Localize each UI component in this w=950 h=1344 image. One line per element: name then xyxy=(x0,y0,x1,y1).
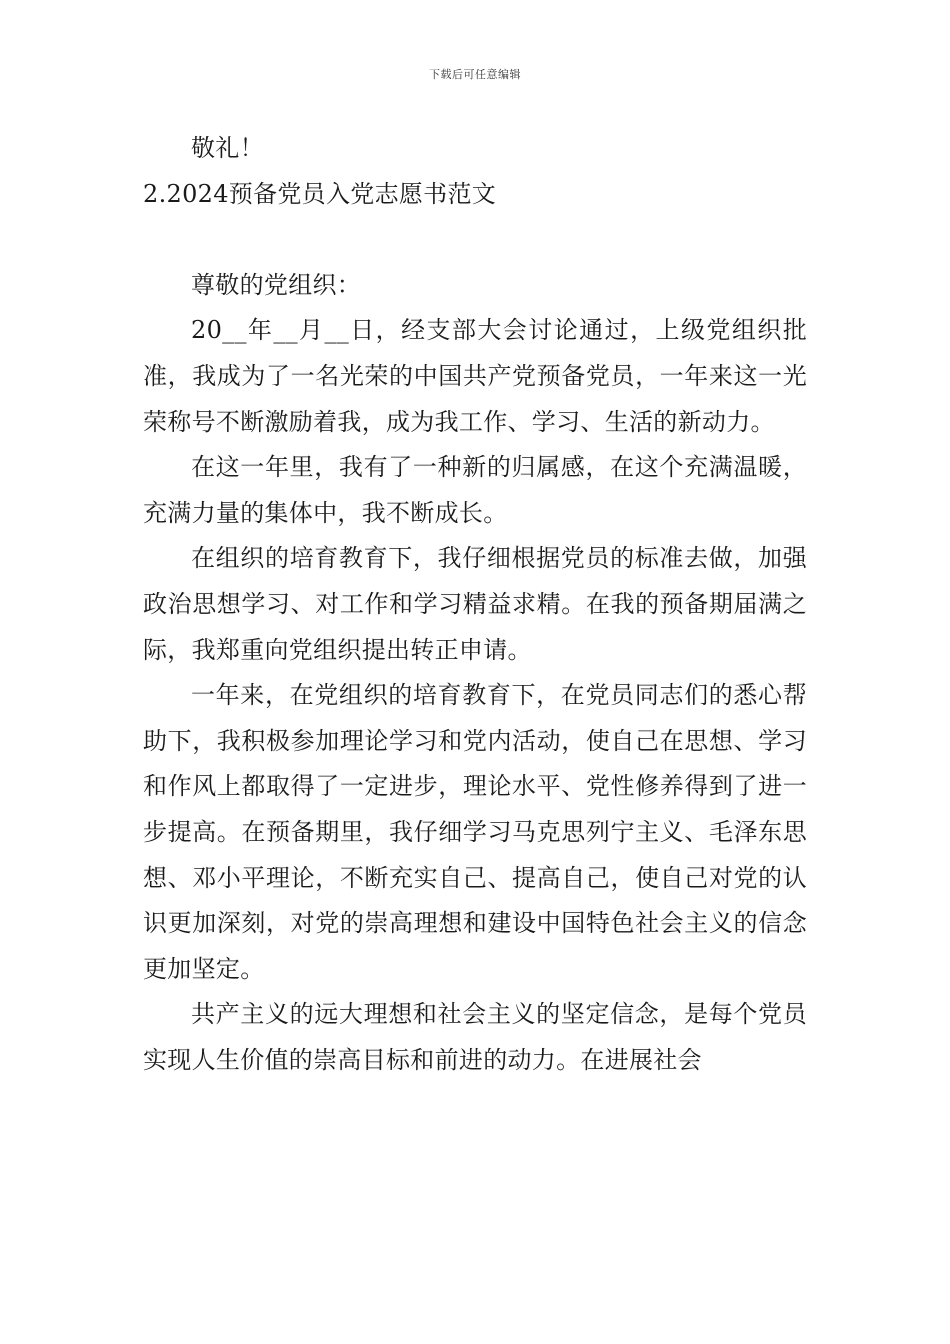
page-header-note: 下载后可任意编辑 xyxy=(429,68,521,81)
salutation: 尊敬的党组织： xyxy=(191,270,362,299)
blank-line xyxy=(143,217,807,263)
document-body xyxy=(143,126,807,1083)
section-title: 2.2024预备党员入党志愿书范文 xyxy=(143,179,497,208)
paragraph-5: 共产主义的远大理想和社会主义的坚定信念，是每个党员实现人生价值的崇高目标和前进的动力。在进展社会 xyxy=(143,1000,807,1074)
paragraph-2: 在这一年里，我有了一种新的归属感，在这个充满温暖，充满力量的集体中，我不断成长。 xyxy=(143,453,807,527)
paragraph-1: 20__年__月__日，经支部大会讨论通过，上级党组织批准，我成为了一名光荣的中国共产党预备党员，一年来这一光荣称号不断激励着我，成为我工作、学习、生活的新动力。 xyxy=(143,316,807,436)
paragraph-3: 在组织的培育教育下，我仔细根据党员的标准去做，加强政治思想学习、对工作和学习精益求精。在我的预备期届满之际，我郑重向党组织提出转正申请。 xyxy=(143,544,807,664)
paragraph-4: 一年来，在党组织的培育教育下，在党员同志们的悉心帮助下，我积极参加理论学习和党内活动，使自己在思想、学习和作风上都取得了一定进步，理论水平、党性修养得到了进一步提高。在预备期里，我仔细学习马克思列宁主义、毛泽东思想、邓小平理论，不断充实自己、提高自己，使自己对党的认识更加深刻，对党的崇高理想和建设中国特色社会主义的信念更加坚定。 xyxy=(143,681,807,983)
closing-line: 敬礼！ xyxy=(191,134,264,162)
